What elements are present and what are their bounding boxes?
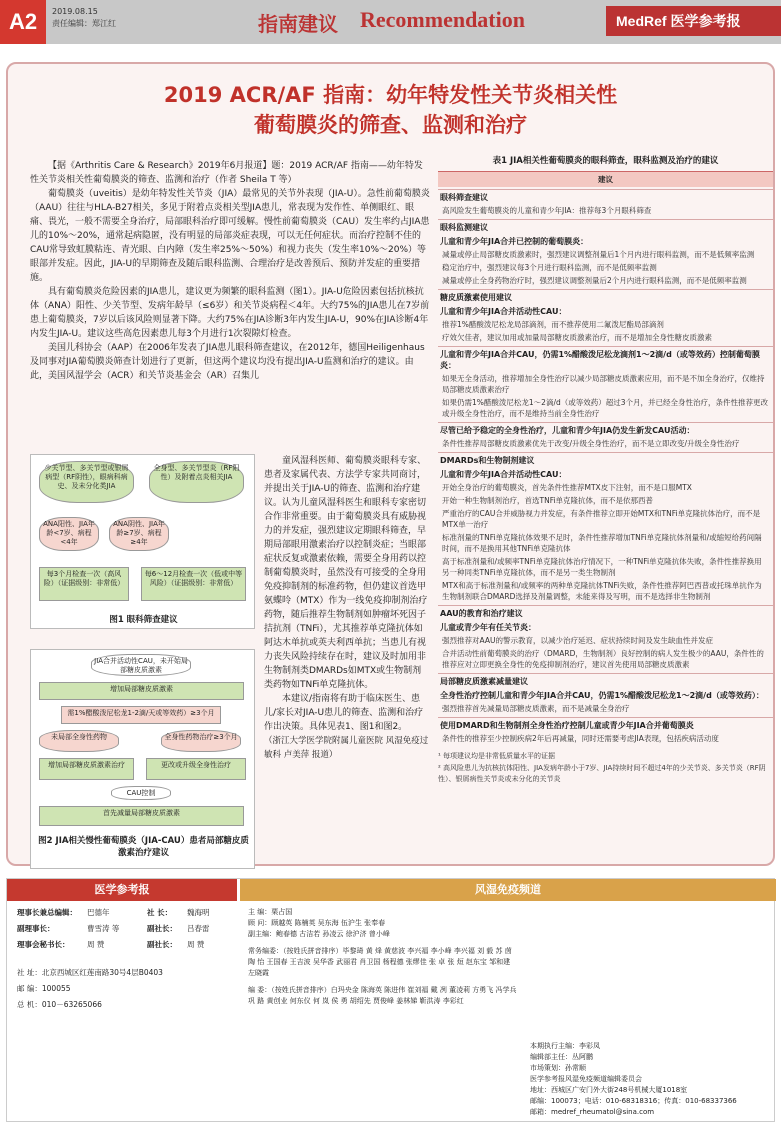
paragraph: 童风湿科医师、葡萄膜炎眼科专家、患者及家属代表、方法学专家共同商讨，并提出关于JIA-U的筛查、监测和治疗建议。认为儿童风湿科医生和眼科专家密切合作非常重要。由于葡萄膜炎具有威胁视力的并发症，强烈建议定期眼科筛查，早期局部眼用激素治疗以控制炎症；当眼部症状反复或激素依赖，需要全身用药以控制葡萄膜炎时，虽然没有可接受的全身用免疫抑制剂的标准药物，但仍建议首选甲氨蝶呤（MTX）作为一线免疫抑制剂治疗药物，随后推荐生物制剂如肿瘤坏死因子拮抗剂（TNFi），尤其推荐单克隆抗体如阿达木单抗或英夫利西单抗；当患儿有视力丧失风险持续存在时，建议及时加用非生物制剂类DMARDs如MTX或生物制剂类药物如TNFi单克隆抗体。: [264, 456, 428, 690]
table-item: 条件性的推荐至少控制疾病2年后再减量，同时还需要考虑JIA表现，包括疾病活动度: [442, 734, 719, 743]
masthead-right: [240, 879, 776, 1122]
masthead-person: 魏海明: [187, 908, 210, 917]
table-item: 条件性推荐局部糖皮质激素优先于改变/升级全身性治疗，而不是立即改变/升级全身性治疗: [442, 439, 740, 448]
fig1-box: 少关节型、多关节型或银屑病型（RF阴性），眼病科病史、及未分化类JIA: [39, 461, 134, 503]
issue-date: 2019.08.15: [52, 7, 98, 16]
masthead-left: [7, 879, 237, 1122]
paragraph: 葡萄膜炎（uveitis）是幼年特发性关节炎（JIA）最常见的关节外表现（JIA-U）。急性前葡萄膜炎（AAU）往往与HLA-B27相关，多见于附着点炎相关型JIA患儿，常表现为发作性、单侧眼红、眼痛、畏光，一般不需要全身治疗，局部眼科治疗即可缓解。慢性前葡萄膜炎（CAU）发生率约占JIA患儿的10%～20%，通常起病隐匿，没有明显的局部炎症表现，可以无任何症状。而治疗控制不佳的CAU常导致虹膜粘连、青光眼、白内障（发生率25%～50%）和视力丧失（发生率10%～20%）等眼部并发症。因此，JIA-U的早期筛查及随后眼科监测、合理治疗是改善预后、预防并发症的重要措施。: [30, 189, 430, 283]
staff-block: 本期执行主编：李彩凤 编辑部主任：丛阿鹏 市场策划：孙常顺 医学参考报风湿免疫频道编辑委员会 地址：西城区广安门外大街248号机械大厦1018室 邮编：100073；电话：010-68318316；传真：010-68337366 邮箱：medref_rheumatol@sina.com: [530, 1042, 737, 1116]
brand-logo: MedRef 医学参考报: [606, 6, 781, 36]
fig2-box: 更改或升级全身性治疗: [146, 758, 246, 780]
masthead-person: 周 赞: [87, 940, 105, 949]
masthead-role: 副社长：: [147, 924, 177, 933]
masthead-role: 理事长兼总编辑：: [17, 908, 77, 917]
table-section-heading: 局部糖皮质激素减量建议: [438, 673, 773, 688]
figure-2-caption: 图2 JIA相关慢性葡萄膜炎（JIA-CAU）患者局部糖皮质激素治疗建议: [38, 836, 249, 858]
title-line-1: 2019 ACR/AF 指南：幼年特发性关节炎相关性: [163, 83, 618, 107]
paragraph: 美国儿科协会（AAP）在2006年发表了JIA患儿眼科筛查建议，在2012年，德国Heiligenhaus及同事对JIA葡萄膜炎筛查计划进行了更新，但这两个建议均没有提出JIA-U监测和治疗的建议。由此，美国风湿学会（ACR）和关节炎基金会（AR）召集儿: [30, 343, 425, 381]
table-item: 减量或停止全身药物治疗时，强烈建议调整剂量后2个月内进行眼科监测，而不是低频率监测: [442, 276, 747, 285]
figure-1-caption: 图1 眼科筛查建议: [109, 615, 178, 625]
masthead-row: [17, 905, 227, 921]
table-item: 标准剂量的TNFi单克隆抗体效果不足时，条件性推荐增加TNFi单克隆抗体剂量和/或缩短给药间隔时间，而不是换用其他TNFi单克隆抗体: [442, 533, 762, 553]
section-title-en: Recommendation: [360, 7, 525, 32]
table-section-heading: 儿童和青少年JIA合并CAU，仍需1%醋酸泼尼松龙滴剂1～2滴/d（或等效药）控制葡萄膜炎：: [438, 346, 773, 372]
table-section-heading: AAU的教育和治疗建议: [438, 605, 773, 620]
staff-block: 常务编委：（按姓氏拼音排序）毕黎琦 黄 烽 黄慈波 李兴福 李小峰 李兴福 刘 毅 苏 茵 陶 怡 王国春 王吉波 吴华香 武丽君 肖卫国 杨程德 张缪佳 张 卓 张 烜 赵东宝 邹和建 左晓霞: [248, 947, 512, 977]
masthead-role: 副社长：: [147, 940, 177, 949]
fig1-box: 每6～12月检查一次（低或中等风险）（证据级别：非常低）: [141, 567, 246, 601]
article-body-col2: [264, 454, 430, 762]
staff-block: 编 委：（按姓氏拼音排序）白玛央金 陈海英 陈进伟 崔刘福 戴 冽 董凌莉 方勇飞 冯学兵 巩 路 黄创业 何东仪 何 岚 侯 勇 胡绍先 贾俊峰 姜林娣 靳洪涛 李彩红: [248, 986, 517, 1005]
fig2-box: 首先减量局部糖皮质激素: [39, 806, 244, 826]
figure-2: [30, 649, 255, 869]
table-section-heading: 尽管已给予稳定的全身性治疗，儿童和青少年JIA仍发生新发CAU活动：: [438, 422, 773, 437]
table-item: 严重治疗的CAU合并威胁视力并发症，有条件推荐立即开始MTX和TNFi单克隆抗体治疗，而不是MTX单一治疗: [442, 509, 761, 529]
table-footnote: ² 高风险患儿为抗核抗体阳性、JIA发病年龄小于7岁、JIA持续时间不超过4年的少关节炎、多关节炎（RF阴性）、银屑病性关节炎或未分化的关节炎: [438, 764, 766, 783]
masthead-person: 吕春雷: [187, 924, 210, 933]
table-item: MTX和高于标准剂量和/或频率的两种单克隆抗体TNFi失败，条件性推荐阿巴西普或托珠单抗作为生物制剂联合DMARD选择及剂量调整，未能来得及写明，而不是选择非生物制剂: [442, 581, 762, 601]
table-subheading: 儿童和青少年JIA合并活动性CAU：: [440, 307, 567, 316]
masthead-person: 曹雪涛 等: [87, 924, 120, 933]
table-item: 高风险发生葡萄膜炎的儿童和青少年JIA：推荐每3个月眼科筛查: [442, 206, 652, 215]
recommendation-table: [438, 156, 773, 785]
table-subheading: 全身性治疗控制儿童和青少年JIA合并CAU，仍需1%醋酸泼尼松龙1～2滴/d（或等效药）：: [440, 691, 764, 700]
table-item: 如果仍需1%醋酸泼尼松龙1～2滴/d（或等效药）超过3个月，并已经全身性治疗，条件性推荐更改或升级全身性治疗，而不是维持当前全身性治疗: [442, 398, 768, 418]
article-body: [30, 159, 430, 383]
table-section-heading: 眼科监测建议: [438, 219, 773, 234]
fig2-box: 需1%醋酸泼尼松龙1-2滴/天或等效药）≥3个月: [61, 706, 221, 724]
fig1-box: 每3个月检查一次（高风险）（证据级别：非常低）: [39, 567, 129, 601]
table-section-heading: DMARDs和生物制剂建议: [438, 452, 773, 467]
table-subheading: 儿童和青少年JIA合并已控制的葡萄膜炎：: [440, 237, 589, 246]
masthead-row: [17, 921, 227, 937]
figure-1: [30, 454, 255, 629]
fig2-box: JIA合并活动性CAU，未开始局部糖皮质激素: [91, 654, 191, 676]
table-item: 强烈推荐对AAU的警示教育，以减少治疗延迟、症状持续时间及发生缺血性并发症: [442, 636, 713, 645]
masthead-role: 社 长：: [147, 908, 173, 917]
address: 社 址：北京西城区红莲南路30号4层B0403: [17, 968, 163, 977]
staff-list: [240, 901, 776, 1116]
paragraph: 本建议/指南将有助于临床医生、患儿/家长对JIA-U患儿的筛查、监测和治疗作出决策。具体见表1、图1和图2。: [264, 694, 424, 732]
fig2-box: 增加局部糖皮质激素: [39, 682, 244, 700]
masthead-person: 巴德年: [87, 908, 110, 917]
paragraph: 具有葡萄膜炎危险因素的JIA患儿，建议更为频繁的眼科监测（图1）。JIA-U危险因素包括抗核抗体（ANA）阳性、少关节型、发病年龄早（≤6岁）和关节炎病程＜4年。大约75%的JIA患儿在7岁前患上葡萄膜炎，7岁以后该风险则显著下降。大约75%在JIA诊断3年内发生JIA-U，90%在JIA诊断4年内发生JIA-U。建议这些高危因素患儿每3个月进行1次裂隙灯检查。: [30, 287, 430, 339]
paragraph: 【据《Arthritis Care & Research》2019年6月报道】题：2019 ACR/AF 指南——幼年特发性关节炎相关性葡萄膜炎的筛查、监测和治疗（作者 Sheila T 等）: [30, 161, 423, 185]
table-item: 减量或停止局部糖皮质激素时，强烈建议调整剂量后1个月内进行眼科监测，而不是低频率监测: [442, 250, 755, 259]
title-line-2: 葡萄膜炎的筛查、监测和治疗: [254, 113, 527, 137]
fig2-box: 未局部全身性药物: [39, 730, 119, 752]
masthead-row: [17, 937, 227, 953]
byline: （浙江大学医学院附属儿童医院 风湿免疫过敏科 卢美萍 报道）: [264, 736, 429, 760]
table-header: 建议: [438, 171, 773, 187]
table-item: 如果无全身活动，推荐增加全身性治疗以减少局部糖皮质激素应用，而不是不加全身治疗，仅维持局部糖皮质激素治疗: [442, 374, 765, 394]
table-item: 高于标准剂量和/或频率TNFi单克隆抗体治疗情况下，一种TNFi单克隆抗体失败，条件性推荐换用另一种同类TNFi单克隆抗体，而不是另一类生物制剂: [442, 557, 762, 577]
table-item: 合并活动性前葡萄膜炎的治疗（DMARD，生物制剂）良好控制的病人发生极少的AAU，条件性的推荐应对立即更换全身性的免疫抑制剂治疗，建议首先使用局部糖皮质激素: [442, 649, 764, 669]
fig1-box: ANA阴性、JIA年龄≥7岁、病程≥4年: [109, 517, 169, 551]
article-panel: [6, 62, 775, 866]
masthead-role: 理事会秘书长：: [17, 940, 70, 949]
table-item: 开始全身治疗的葡萄膜炎，首先条件性推荐MTX皮下注射，而不是口服MTX: [442, 483, 692, 492]
masthead-person: 周 赞: [187, 940, 205, 949]
table-title: 表1 JIA相关性葡萄膜炎的眼科筛查，眼科监测及治疗的建议: [492, 156, 719, 166]
masthead-left-title: 医学参考报: [7, 879, 237, 901]
page-number: A2: [0, 0, 46, 44]
header-meta: [52, 6, 116, 30]
zip: 邮 编：100055: [17, 984, 71, 993]
table-section-heading: 眼科筛查建议: [438, 189, 773, 204]
fig2-box: 全身性药物治疗≥3个月: [161, 730, 241, 752]
section-title: 指南建议: [258, 12, 338, 36]
fig2-box: 增加局部糖皮质激素治疗: [39, 758, 134, 780]
table-footnote: ¹ 每项建议均是非常低质量水平的证据: [438, 752, 556, 760]
phone: 总 机：010－63265066: [17, 1000, 102, 1009]
table-item: 疗效欠佳者，建议加用或加量局部糖皮质激素治疗，而不是增加全身性糖皮质激素: [442, 333, 712, 342]
fig2-box: CAU控制: [111, 786, 171, 800]
table-subheading: 儿童或青少年有任关节炎：: [440, 623, 536, 632]
article-title: [8, 80, 773, 140]
staff-block: 主 编：栗占国 顾 问：顾越英 陈楠英 吴东海 伍沪生 张奉春 副主编：鲍春德 古洁若 孙凌云 徐沪济 曾小峰: [248, 908, 390, 938]
table-section-heading: 使用DMARD和生物制剂全身性治疗控制儿童或青少年JIA合并葡萄膜炎: [438, 717, 773, 732]
table-subheading: 儿童和青少年JIA合并活动性CAU：: [440, 470, 567, 479]
masthead-footer: [6, 878, 775, 1122]
fig1-box: ANA阳性、JIA年龄<7岁、病程<4年: [39, 517, 99, 551]
fig1-box: 全身型、多关节型炎（RF阳性）及附着点炎相关JIA: [149, 461, 244, 503]
masthead-role: 副理事长：: [17, 924, 55, 933]
masthead-roles: [7, 901, 237, 957]
masthead-address: [7, 957, 237, 1017]
page-header: [0, 0, 781, 44]
table-section-heading: 糖皮质激素使用建议: [438, 289, 773, 304]
table-item: 强烈推荐首先减量局部糖皮质激素，而不是减量全身治疗: [442, 704, 630, 713]
table-item: 稳定治疗中，强烈建议每3个月进行眼科监测，而不是低频率监测: [442, 263, 657, 272]
table-item: 推荐1%醋酸泼尼松龙局部滴剂，而不推荐使用二氟泼尼酯局部滴剂: [442, 320, 664, 329]
table-item: 开始一种生物制剂治疗，首选TNFi单克隆抗体，而不是依那西普: [442, 496, 654, 505]
masthead-right-title: 风湿免疫频道: [240, 879, 776, 901]
editor-credit: 责任编辑：郑江红: [52, 19, 116, 28]
